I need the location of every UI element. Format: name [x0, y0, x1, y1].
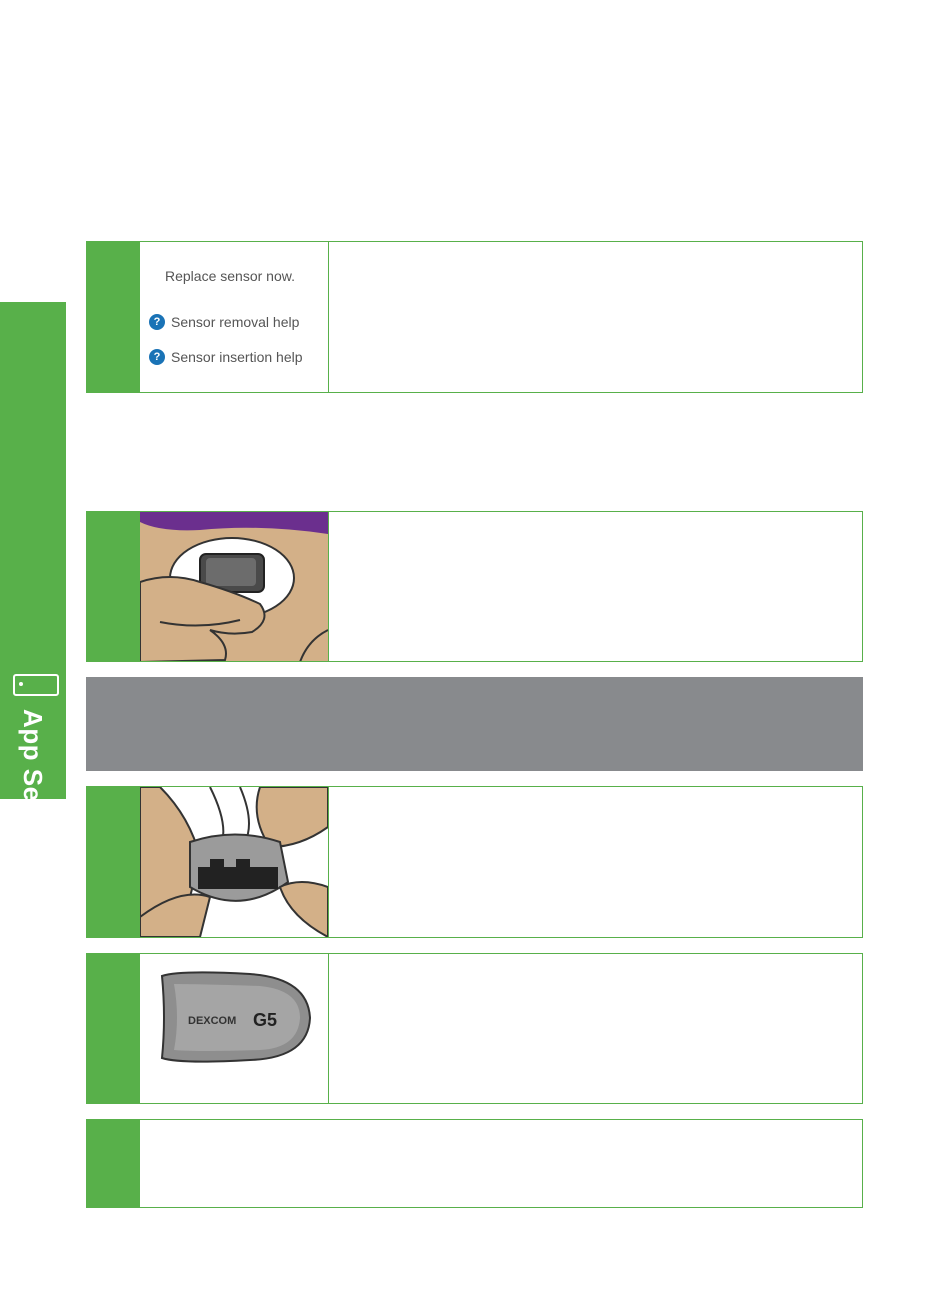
replace-sensor-message: Replace sensor now. [165, 268, 295, 284]
svg-text:DEXCOM: DEXCOM [188, 1015, 237, 1027]
step-body [329, 512, 862, 661]
step-body [141, 1120, 862, 1207]
question-circle-icon: ? [149, 314, 165, 330]
step-detach-transmitter [86, 786, 863, 938]
sensor-insertion-help-link[interactable] [149, 349, 303, 365]
step-body [329, 242, 862, 392]
transmitter-illustration [140, 954, 329, 1103]
question-circle-icon: ? [149, 349, 165, 365]
step-remove-sensor [86, 511, 863, 662]
step-number-cell [87, 512, 140, 661]
step-number-cell [87, 1120, 140, 1207]
step-number-cell [87, 954, 140, 1103]
sensor-removal-help-label: Sensor removal help [171, 314, 300, 330]
phone-icon [13, 674, 59, 696]
step-body [329, 787, 862, 937]
step-replace-sensor [86, 241, 863, 393]
step-final [86, 1119, 863, 1208]
step-body [329, 954, 862, 1103]
step-transmitter [86, 953, 863, 1104]
step-number-cell [87, 787, 140, 937]
app-screen-snippet [140, 242, 329, 392]
sensor-removal-hand-illustration [140, 512, 329, 661]
transmitter-detach-illustration [140, 787, 329, 937]
section-tab-label: App Setup & Operation [18, 709, 48, 1006]
note-band [86, 677, 863, 771]
svg-text:G5: G5 [253, 1010, 278, 1030]
sensor-removal-help-link[interactable] [149, 314, 299, 330]
sensor-insertion-help-label: Sensor insertion help [171, 349, 303, 365]
step-number-cell [87, 242, 140, 392]
section-side-tab [0, 302, 66, 1006]
